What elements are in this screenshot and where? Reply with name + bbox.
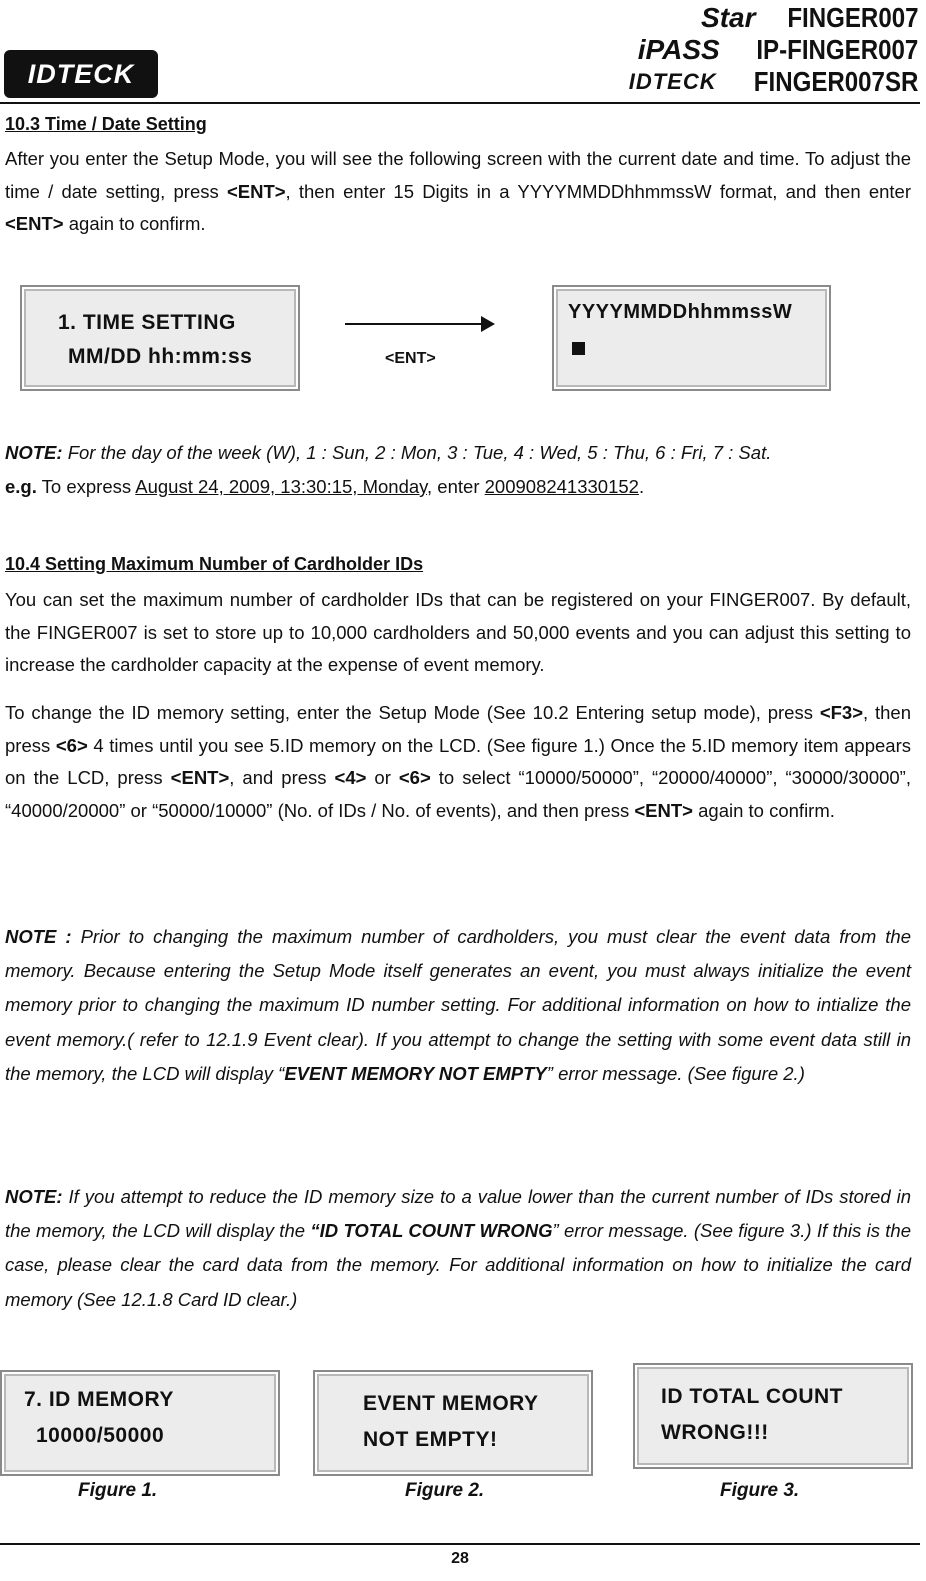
six-key: <6> <box>55 734 88 756</box>
note-label: NOTE: <box>5 442 63 463</box>
note-text: For the day of the week (W), 1 : Sun, 2 : Mon, 3 : Tue, 4 : Wed, 5 : Thu, 6 : Fri, 7 : Sat. <box>62 442 772 463</box>
intro-text: again to confirm. <box>63 213 206 235</box>
intro-text: , then enter 15 Digits in a YYYYMMDDhhmmssW format, and then enter <box>285 180 911 202</box>
figure-2-caption: Figure 2. <box>405 1480 485 1501</box>
ipass-brand-logo: iPASS <box>637 34 720 65</box>
arrow-line <box>345 323 483 325</box>
para-text: 4 times until you see 5.ID memory on the LCD. (See figure 1.) Once the 5.ID memory item appears on the LCD, press <box>5 734 912 789</box>
error-message: EVENT MEMORY NOT EMPTY <box>284 1062 547 1084</box>
para-text: or <box>366 767 399 789</box>
arrow-ent-label: <ENT> <box>385 350 436 367</box>
note-text: ” error message. (See figure 3.) If this is the case, please clear the card data from the memory. For additional information on how to initialize the card memory (See 12.1.8 Card ID clear.) <box>5 1220 911 1310</box>
lcd-figure-3 <box>633 1363 913 1469</box>
note-text: If you attempt to reduce the ID memory size to a value lower than the current number of IDs stored in the memory, the LCD will display the <box>5 1186 911 1242</box>
lcd-figure-1 <box>0 1370 280 1476</box>
lcd-line: WRONG!!! <box>661 1421 769 1444</box>
product-line-ipass <box>638 34 918 66</box>
page-number: 28 <box>451 1550 469 1567</box>
idteck-logo: IDTECK <box>4 50 158 98</box>
product-model: FINGER007SR <box>753 66 918 97</box>
ent-key: <ENT> <box>5 213 64 235</box>
para-text: again to confirm. <box>692 799 835 821</box>
lcd-line: MM/DD hh:mm:ss <box>68 345 253 368</box>
section-10-3-note <box>5 437 911 470</box>
lcd-line: NOT EMPTY! <box>363 1428 498 1451</box>
figure-3-caption: Figure 3. <box>720 1480 800 1501</box>
product-line-idteck <box>629 66 918 98</box>
note-text: Prior to changing the maximum number of cardholders, you must clear the event data from the memory. Because entering the Setup Mode itself generates an event, you must always initialize the event memory prior to changing the maximum ID number setting. For additional information on how to intialize the event memory.( refer to 12.1.9 Event clear). If you attempt to change the setting with some event data still in the memory, the LCD will display “ <box>5 926 911 1084</box>
ent-key: <ENT> <box>634 799 693 821</box>
f3-key: <F3> <box>819 702 864 723</box>
lcd-date-input <box>552 285 831 391</box>
lcd-line: EVENT MEMORY <box>363 1392 539 1415</box>
intro-text: After you enter the Setup Mode, you will see the following screen with the current date and time. To adjust the time / date setting, press <box>5 148 911 202</box>
six-key: <6> <box>398 767 431 789</box>
error-message: “ID TOTAL COUNT WRONG <box>310 1220 553 1242</box>
lcd-line: 1. TIME SETTING <box>58 311 236 334</box>
para-text: To change the ID memory setting, enter the Setup Mode (See 10.2 Entering setup mode), press <box>5 702 820 723</box>
footer-divider <box>0 1543 920 1545</box>
lcd-line: 7. ID MEMORY <box>24 1388 174 1411</box>
product-model: IP-FINGER007 <box>756 34 918 65</box>
note-label: NOTE: <box>5 1186 63 1207</box>
para-text: to select “10000/50000”, “20000/40000”, “30000/30000”, “40000/20000” or “50000/10000” (No. of IDs / No. of events), and then press <box>5 767 911 821</box>
lcd-figure-2 <box>313 1370 593 1476</box>
eg-date: August 24, 2009, 13:30:15, Monday <box>135 476 428 497</box>
section-10-3-intro <box>5 143 911 241</box>
idteck-brand-logo: IDTECK <box>628 69 717 94</box>
ent-key: <ENT> <box>226 180 286 202</box>
section-10-4-note-2 <box>5 1180 911 1317</box>
lcd-line: ID TOTAL COUNT <box>661 1385 843 1408</box>
section-10-4-para-1: You can set the maximum number of cardholder IDs that can be registered on your FINGER007. By default, the FINGER007 is set to store up to 10,000 cardholders and 50,000 events and you can adjust this setting to increase the cardholder capacity at the expense of event memory. <box>5 589 911 676</box>
section-10-3-title: 10.3 Time / Date Setting <box>5 114 207 134</box>
arrow-right-icon <box>481 316 495 332</box>
section-10-4-note-1 <box>5 920 911 1091</box>
lcd-time-setting <box>20 285 300 391</box>
eg-text: To express <box>36 476 136 497</box>
header-divider <box>0 102 920 104</box>
note-label: NOTE : <box>5 926 72 947</box>
ent-key: <ENT> <box>170 767 230 789</box>
para-text: , then press <box>5 702 911 756</box>
lcd-line: 10000/50000 <box>36 1424 165 1447</box>
eg-text: . <box>638 476 645 497</box>
section-10-3-example <box>5 471 911 504</box>
para-text: , and press <box>229 767 335 789</box>
four-key: <4> <box>334 767 367 789</box>
figure-1-caption: Figure 1. <box>78 1480 158 1501</box>
product-model: FINGER007 <box>786 2 918 33</box>
note-text: ” error message. (See figure 2.) <box>546 1062 805 1084</box>
lcd-line: YYYYMMDDhhmmssW <box>568 301 793 323</box>
eg-text: , enter <box>427 476 485 497</box>
eg-label: e.g. <box>5 476 37 497</box>
eg-code: 200908241330152 <box>484 476 639 497</box>
product-line-star <box>701 2 918 34</box>
lcd-cursor-icon <box>572 342 585 355</box>
section-10-4-title: 10.4 Setting Maximum Number of Cardholder IDs <box>5 554 424 574</box>
star-brand-logo: Star <box>701 2 756 33</box>
section-10-4-para-2 <box>5 697 911 827</box>
